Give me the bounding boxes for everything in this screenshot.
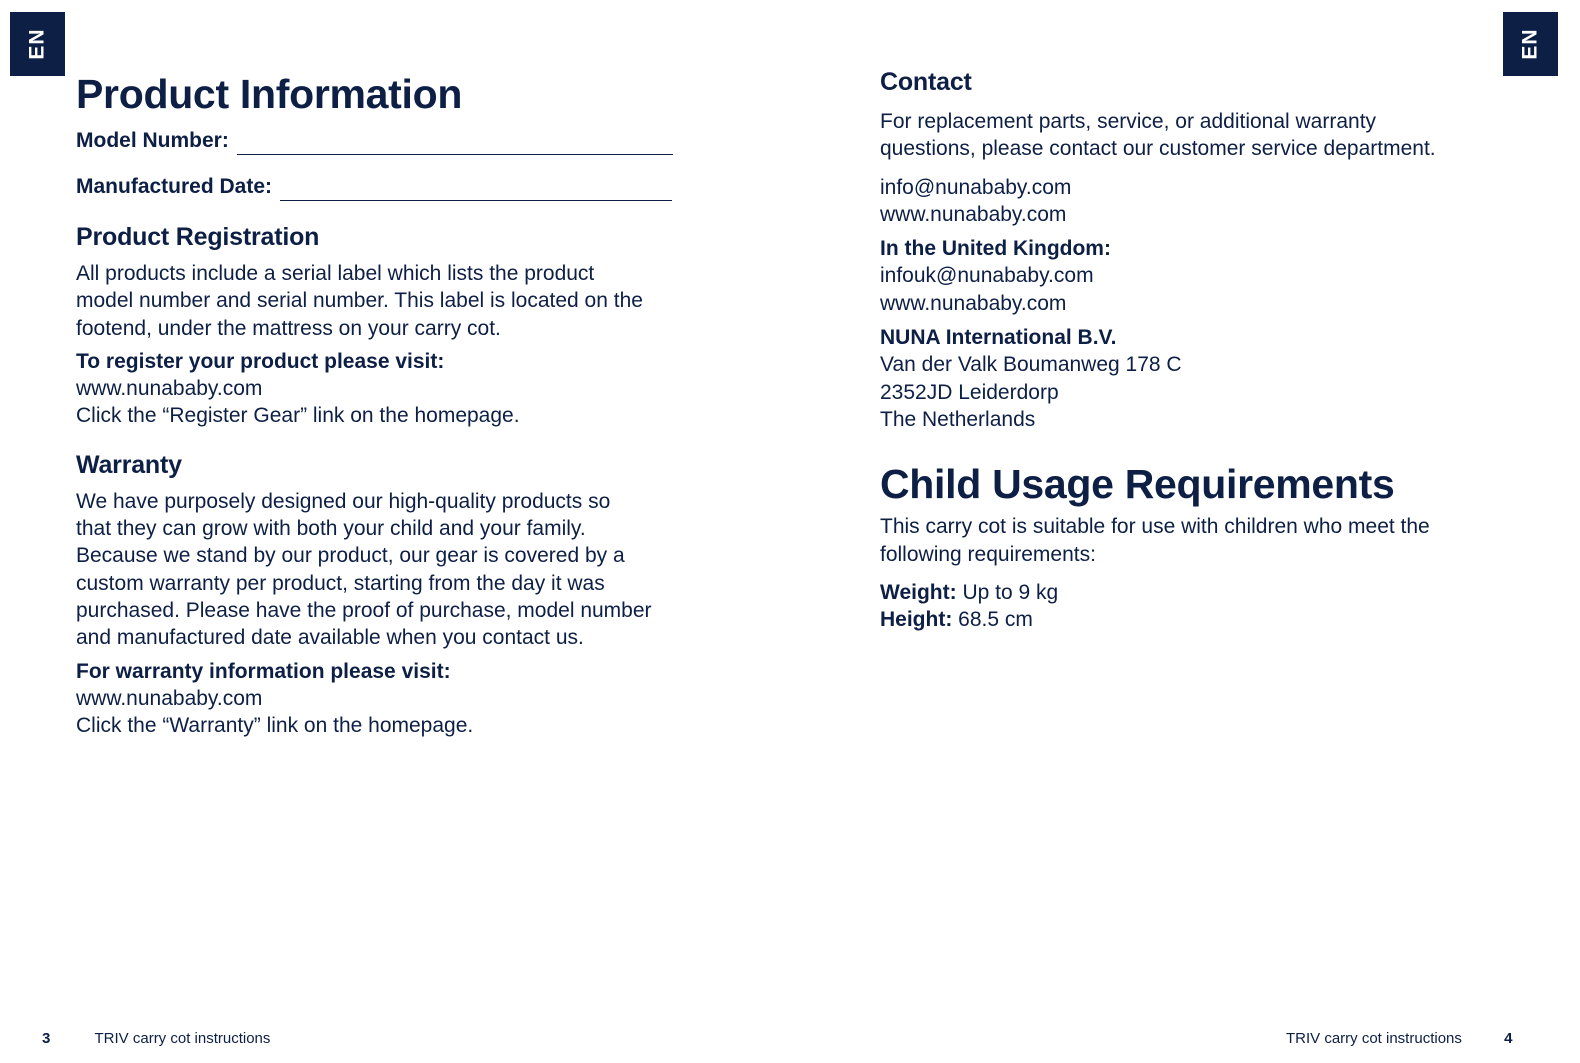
weight-value: Up to 9 kg — [962, 580, 1059, 604]
height-requirement — [880, 606, 1520, 633]
language-tab-label: EN — [25, 28, 49, 60]
language-tab-left — [10, 12, 65, 76]
warranty-line: We have purposely designed our high-quality products so — [76, 489, 611, 513]
contact-email: info@nunababy.com — [880, 175, 1072, 199]
uk-url: www.nunababy.com — [880, 291, 1067, 315]
weight-label: Weight: — [880, 580, 957, 604]
footer-right — [1286, 1030, 1512, 1047]
warranty-visit-label: For warranty information please visit: — [76, 659, 451, 683]
manufactured-date-blank — [280, 180, 672, 201]
contact-body — [880, 108, 1520, 163]
warranty-heading: Warranty — [76, 450, 182, 479]
warranty-instruction: Click the “Warranty” link on the homepage. — [76, 714, 474, 738]
warranty-line: that they can grow with both your child and your family. — [76, 517, 586, 541]
model-number-field — [76, 127, 716, 155]
registration-body — [76, 260, 716, 342]
manufactured-date-field — [76, 173, 716, 201]
registration-line: model number and serial number. This label is located on the — [76, 289, 643, 313]
warranty-body — [76, 488, 716, 652]
child-usage-line: following requirements: — [880, 542, 1096, 566]
address-line: Van der Valk Boumanweg 178 C — [880, 353, 1182, 377]
right-page — [880, 62, 1520, 633]
footer-title-right: TRIV carry cot instructions — [1286, 1030, 1462, 1047]
height-value: 68.5 cm — [958, 608, 1033, 632]
uk-label: In the United Kingdom: — [880, 237, 1111, 261]
footer-title-left: TRIV carry cot instructions — [94, 1030, 271, 1047]
warranty-line: custom warranty per product, starting from the day it was — [76, 571, 605, 595]
footer-left — [42, 1030, 270, 1047]
product-information-title: Product Information — [76, 71, 463, 117]
register-instruction: Click the “Register Gear” link on the homepage. — [76, 404, 520, 428]
page-number-left: 3 — [42, 1030, 51, 1047]
warranty-line: Because we stand by our product, our gear is covered by a — [76, 544, 625, 568]
registration-line: footend, under the mattress on your carry cot. — [76, 316, 501, 340]
register-visit-label: To register your product please visit: — [76, 349, 445, 373]
child-usage-body — [880, 513, 1520, 568]
warranty-line: and manufactured date available when you contact us. — [76, 626, 584, 650]
left-page — [76, 62, 716, 739]
register-url: www.nunababy.com — [76, 377, 263, 401]
contact-line: For replacement parts, service, or additional warranty — [880, 110, 1377, 133]
contact-url: www.nunababy.com — [880, 202, 1067, 226]
weight-requirement — [880, 579, 1520, 606]
manufactured-date-label: Manufactured Date: — [76, 175, 273, 198]
language-tab-label: EN — [1518, 28, 1542, 60]
height-label: Height: — [880, 608, 953, 632]
model-number-label: Model Number: — [76, 129, 229, 152]
registration-line: All products include a serial label which lists the product — [76, 262, 595, 285]
child-usage-line: This carry cot is suitable for use with children who meet the — [880, 515, 1430, 539]
warranty-url: www.nunababy.com — [76, 686, 263, 710]
model-number-blank — [237, 134, 673, 155]
uk-email: infouk@nunababy.com — [880, 264, 1094, 288]
contact-heading: Contact — [880, 68, 972, 96]
contact-line: questions, please contact our customer service department. — [880, 137, 1436, 161]
address-line: The Netherlands — [880, 407, 1036, 431]
page-number-right: 4 — [1504, 1030, 1513, 1047]
child-usage-title: Child Usage Requirements — [880, 461, 1395, 508]
address-line: 2352JD Leiderdorp — [880, 380, 1059, 404]
product-registration-heading: Product Registration — [76, 223, 320, 251]
company-name: NUNA International B.V. — [880, 326, 1117, 350]
warranty-line: purchased. Please have the proof of purchase, model number — [76, 598, 652, 622]
